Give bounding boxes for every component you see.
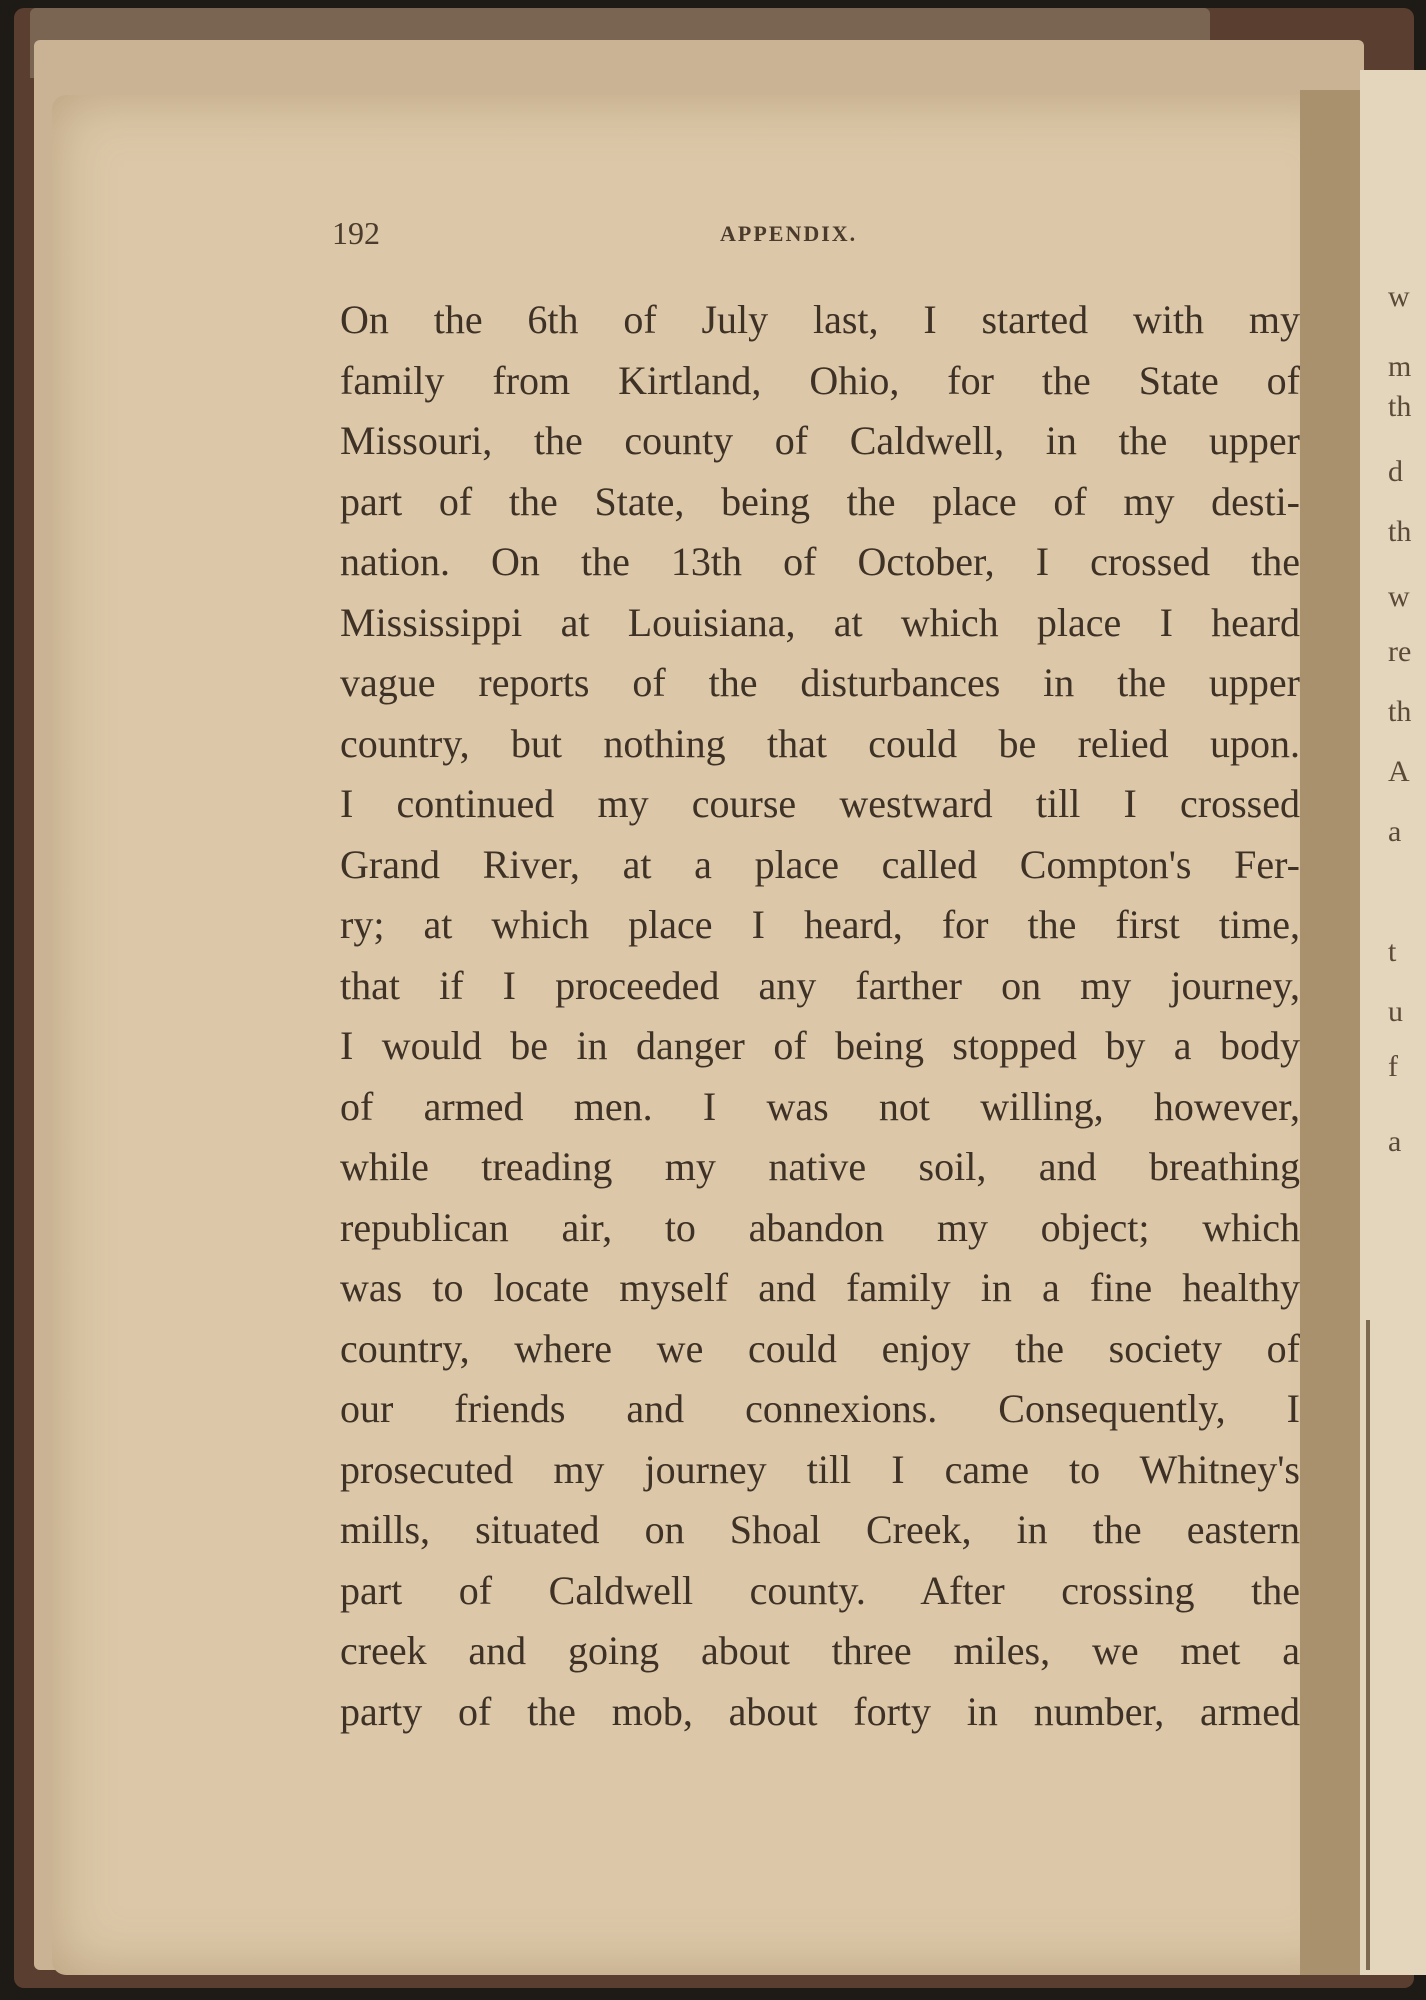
- text-line: that if I proceeded any farther on my journey,: [340, 962, 1300, 1008]
- text-line: while treading my native soil, and breathing: [340, 1144, 1300, 1189]
- facing-page-fragment: th: [1388, 515, 1412, 548]
- text-line: vague reports of the disturbances in the upper: [340, 660, 1300, 705]
- facing-page-fragment: d: [1388, 455, 1403, 488]
- facing-page-fragment: t: [1388, 935, 1397, 968]
- page-header: [332, 215, 1292, 255]
- facing-page-fragment: th: [1388, 390, 1412, 423]
- text-line: I would be in danger of being stopped by a body: [340, 1023, 1300, 1068]
- text-line: family from Kirtland, Ohio, for the State of: [340, 357, 1300, 403]
- text-line: mills, situated on Shoal Creek, in the eastern: [340, 1507, 1300, 1552]
- facing-page-fragment: a: [1388, 1125, 1402, 1158]
- page-gutter: [1300, 90, 1360, 1975]
- text-line: party of the mob, about forty in number, armed: [340, 1688, 1300, 1734]
- text-line: prosecuted my journey till I came to Whitney's: [340, 1446, 1300, 1492]
- text-line: of armed men. I was not willing, however,: [340, 1083, 1300, 1129]
- text-line: country, where we could enjoy the society of: [340, 1325, 1300, 1371]
- body-text: [340, 290, 1300, 1742]
- text-line: nation. On the 13th of October, I crossed the: [340, 539, 1300, 584]
- facing-page-fragment: A: [1388, 755, 1410, 788]
- facing-page-fragment: th: [1388, 695, 1412, 728]
- facing-page-fragment: w: [1388, 280, 1410, 313]
- facing-page-fragment: a: [1388, 815, 1402, 848]
- facing-page-fragment: m: [1388, 350, 1412, 383]
- text-line: ry; at which place I heard, for the first time,: [340, 902, 1300, 947]
- facing-page-fragment: re: [1388, 635, 1412, 668]
- text-line: I continued my course westward till I crossed: [340, 781, 1300, 826]
- text-line: Grand River, at a place called Compton's Fer-: [340, 841, 1300, 887]
- text-line: creek and going about three miles, we met a: [340, 1628, 1300, 1673]
- text-line: republican air, to abandon my object; which: [340, 1204, 1300, 1250]
- text-line: was to locate myself and family in a fine healthy: [340, 1265, 1300, 1310]
- text-line: part of Caldwell county. After crossing the: [340, 1567, 1300, 1613]
- text-line: part of the State, being the place of my desti-: [340, 478, 1300, 524]
- text-line: Missouri, the county of Caldwell, in the upper: [340, 418, 1300, 463]
- text-line: country, but nothing that could be relied upon.: [340, 720, 1300, 766]
- running-head: APPENDIX.: [720, 221, 858, 246]
- text-line: our friends and connexions. Consequently, I: [340, 1386, 1300, 1431]
- facing-page-fragment: u: [1388, 995, 1403, 1028]
- page-number: 192: [332, 215, 380, 251]
- text-line: Mississippi at Louisiana, at which place I heard: [340, 599, 1300, 645]
- facing-page-edge: [1366, 1320, 1370, 1970]
- facing-page-fragment: w: [1388, 580, 1410, 613]
- facing-page-fragment: f: [1388, 1050, 1398, 1083]
- text-line: On the 6th of July last, I started with my: [340, 297, 1300, 342]
